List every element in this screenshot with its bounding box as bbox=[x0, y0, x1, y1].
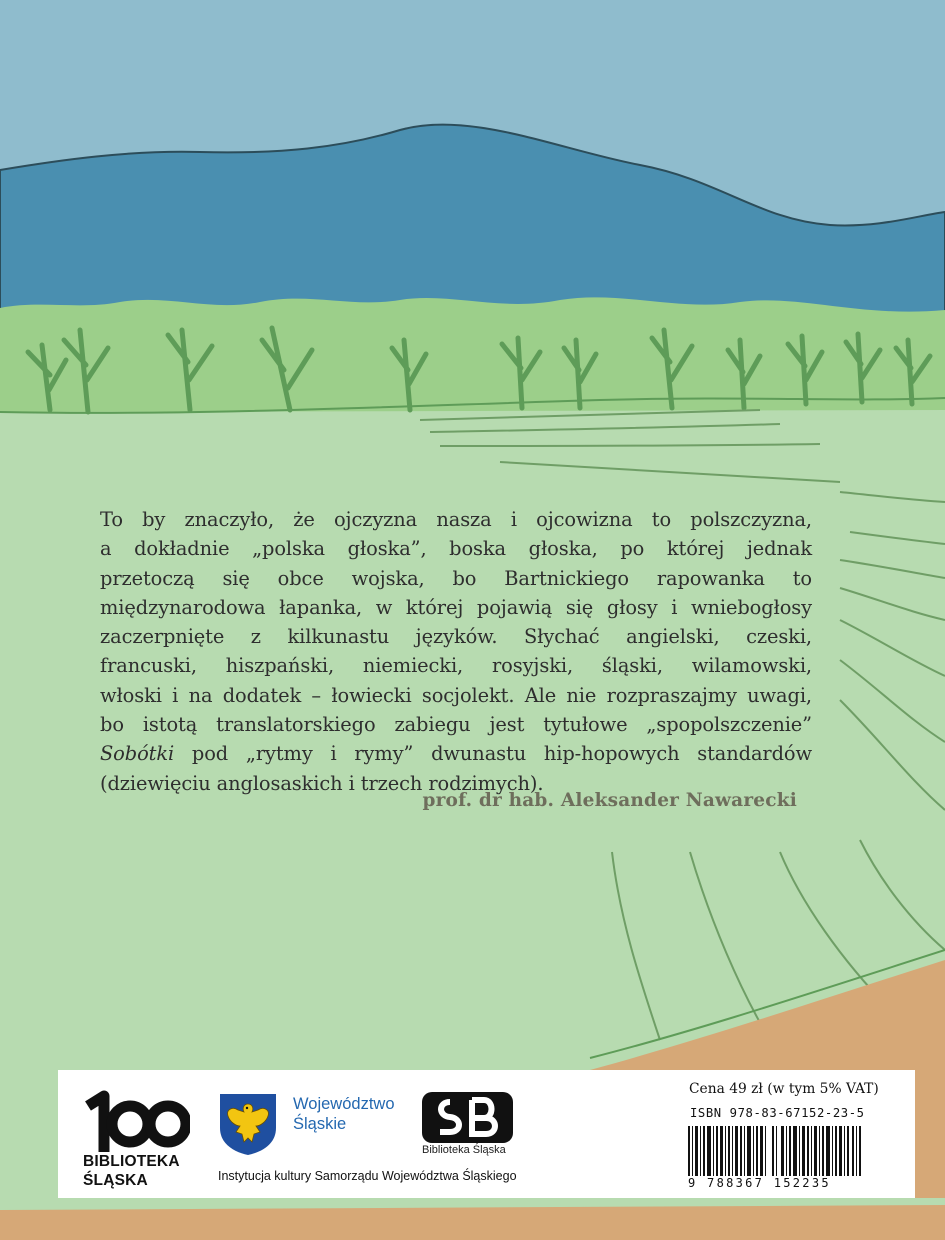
wojewodztwo-label bbox=[293, 1094, 395, 1134]
blurb-author: prof. dr hab. Aleksander Nawarecki bbox=[422, 790, 797, 811]
footer-panel bbox=[58, 1070, 915, 1198]
isbn-label: ISBN 978-83-67152-23-5 bbox=[690, 1106, 865, 1120]
woj-line-1: Województwo bbox=[293, 1095, 395, 1113]
price-label: Cena 49 zł (w tym 5% VAT) bbox=[689, 1081, 879, 1097]
blurb-line: To by znaczyło, że ojczyzna nasza i ojcowizna to polszczyzna, bbox=[100, 508, 812, 531]
blurb-line: międzynarodowa łapanka, w której pojawią się głosy i wniebogłosy bbox=[100, 595, 812, 619]
institution-note: Instytucja kultury Samorządu Województwa Śląskiego bbox=[218, 1169, 517, 1183]
blurb-text bbox=[100, 505, 812, 798]
blurb-line: włoski i na dodatek – łowiecki socjolekt. Ale nie rozpraszajmy uwagi, bbox=[100, 683, 812, 707]
blurb-line: (dziewięciu anglosaskich i trzech rodzimych). bbox=[100, 771, 544, 795]
logo-line-2: ŚLĄSKA bbox=[83, 1172, 148, 1189]
barcode-number: 9 788367 152235 bbox=[688, 1176, 866, 1190]
book-title-italic: Sobótki bbox=[100, 742, 175, 766]
biblioteka-100-label bbox=[83, 1152, 180, 1190]
blurb-line: przetoczą się obce wojska, bo Bartnickiego rapowanka to bbox=[100, 566, 812, 590]
blurb-line: a dokładnie „polska głoska”, boska głoska, po której jednak bbox=[100, 537, 812, 561]
biblioteka-slaska-logo bbox=[420, 1090, 515, 1145]
blurb-line-rest: pod „rytmy i rymy” dwunastu hip-hopowych standardów bbox=[174, 742, 812, 766]
biblioteka-slaska-caption: Biblioteka Śląska bbox=[422, 1144, 506, 1156]
blurb-line: francuski, hiszpański, niemiecki, rosyjski, śląski, wilamowski, bbox=[100, 654, 812, 678]
woj-line-2: Śląskie bbox=[293, 1115, 347, 1133]
blurb-line: zaczerpnięte z kilkunastu języków. Słychać angielski, czeski, bbox=[100, 625, 812, 649]
blurb-line: bo istotą translatorskiego zabiegu jest tytułowe „spopolszczenie” bbox=[100, 713, 812, 737]
logo-line-1: BIBLIOTEKA bbox=[83, 1153, 180, 1170]
blurb-line bbox=[100, 739, 812, 768]
silesian-eagle-crest-icon bbox=[218, 1092, 278, 1156]
